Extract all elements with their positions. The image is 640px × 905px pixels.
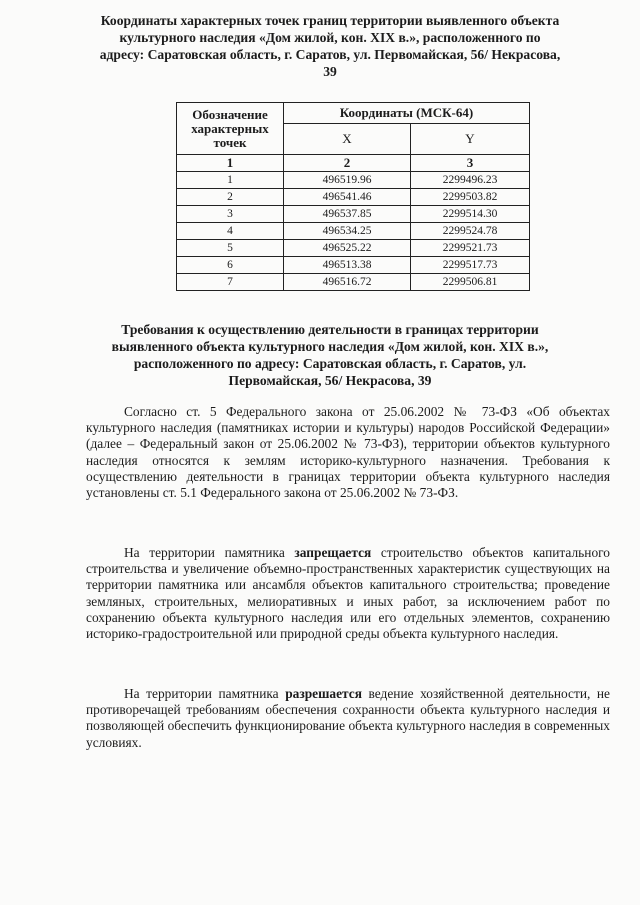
paragraph-text: строительство объектов капитального строительства и увеличение объемно-пространственных характеристик существующих на территории памятника или ансамбля объектов капитального строительства; проведение земляных, строительных, мелиоративных и иных работ, за исключением работ по сохранению объекта культурного наследия или его отдельных элементов, сохранению историко-градостроительной или природной среды объекта культурного наследия. xyxy=(86,545,610,642)
document-title xyxy=(70,12,590,80)
x-value: 496541.46 xyxy=(284,189,411,206)
title-line: культурного наследия «Дом жилой, кон. XIX в.», расположенного по xyxy=(119,30,541,45)
y-value: 2299517.73 xyxy=(411,257,530,274)
paragraph-lead: На территории памятника xyxy=(124,545,295,560)
title-line: Первомайская, 56/ Некрасова, 39 xyxy=(228,373,432,388)
title-line: расположенного по адресу: Саратовская область, г. Саратов, ул. xyxy=(133,356,527,371)
x-value: 496513.38 xyxy=(284,257,411,274)
y-value: 2299514.30 xyxy=(411,206,530,223)
legal-basis-paragraph xyxy=(86,404,610,501)
x-value: 496534.25 xyxy=(284,223,411,240)
table-row xyxy=(177,172,530,189)
x-value: 496525.22 xyxy=(284,240,411,257)
title-line: Координаты характерных точек границ территории выявленного объекта xyxy=(100,13,560,28)
y-value: 2299524.78 xyxy=(411,223,530,240)
table-row xyxy=(177,223,530,240)
index-cell: 1 xyxy=(177,155,284,172)
point-number: 5 xyxy=(177,240,284,257)
table-row xyxy=(177,257,530,274)
x-value: 496537.85 xyxy=(284,206,411,223)
y-value: 2299496.23 xyxy=(411,172,530,189)
index-cell: 3 xyxy=(411,155,530,172)
point-designation-header: Обозначение характерных точек xyxy=(177,103,284,155)
x-value: 496519.96 xyxy=(284,172,411,189)
permitted-keyword: разрешается xyxy=(285,686,362,701)
y-header: Y xyxy=(411,124,530,155)
point-number: 2 xyxy=(177,189,284,206)
y-value: 2299503.82 xyxy=(411,189,530,206)
prohibited-keyword: запрещается xyxy=(294,545,372,560)
x-value: 496516.72 xyxy=(284,274,411,291)
title-line: 39 xyxy=(323,64,337,79)
paragraph-text: ведение хозяйственной деятельности, не противоречащей требованиям обеспечения сохранности объекта культурного наследия и позволяющей обеспечить функционирование объекта культурного наследия в современных условиях. xyxy=(86,686,610,750)
index-cell: 2 xyxy=(284,155,411,172)
point-number: 7 xyxy=(177,274,284,291)
table-row xyxy=(177,189,530,206)
title-line: адресу: Саратовская область, г. Саратов, ул. Первомайская, 56/ Некрасова, xyxy=(99,47,561,62)
point-number: 6 xyxy=(177,257,284,274)
point-number: 3 xyxy=(177,206,284,223)
prohibited-paragraph xyxy=(86,545,610,642)
y-value: 2299506.81 xyxy=(411,274,530,291)
coordinates-header: Координаты (МСК-64) xyxy=(284,103,530,124)
x-header: X xyxy=(284,124,411,155)
table-row xyxy=(177,206,530,223)
paragraph-lead: На территории памятника xyxy=(124,686,286,701)
paragraph-text: Согласно ст. 5 Федерального закона от 25.06.2002 № 73-ФЗ «Об объектах культурного наследия (памятниках истории и культуры) народов Российской Федерации» (далее – Федеральный закон от 25.06.2002 № 73-ФЗ), территории объектов культурного наследия относятся к землям историко-культурного назначения. Требования к осуществлению деятельности в границах территории объекта культурного наследия установлены ст. 5.1 Федерального закона от 25.06.2002 № 73-ФЗ. xyxy=(86,404,610,501)
coordinates-table xyxy=(176,102,530,291)
requirements-title xyxy=(80,321,580,389)
title-line: выявленного объекта культурного наследия «Дом жилой, кон. XIX в.», xyxy=(111,339,549,354)
table-row xyxy=(177,240,530,257)
title-line: Требования к осуществлению деятельности в границах территории xyxy=(121,322,539,337)
column-index-row xyxy=(177,155,530,172)
point-number: 1 xyxy=(177,172,284,189)
y-value: 2299521.73 xyxy=(411,240,530,257)
table-row xyxy=(177,274,530,291)
permitted-paragraph xyxy=(86,686,610,751)
point-number: 4 xyxy=(177,223,284,240)
